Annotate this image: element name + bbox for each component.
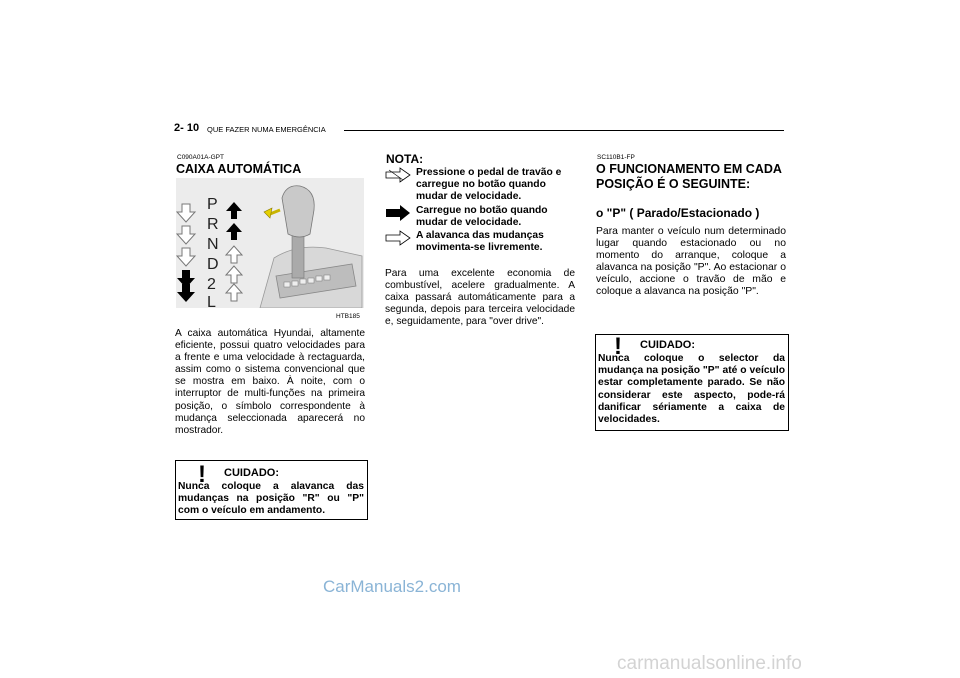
header-rule: [344, 130, 784, 131]
hollow-up-arrow-icon: [226, 246, 242, 301]
right-heading: O FUNCIONAMENTO EM CADA POSIÇÃO É O SEGUINTE:: [596, 162, 782, 191]
hollow-right-arrow-icon: [385, 230, 411, 246]
section-title: QUE FAZER NUMA EMERGÊNCIA: [207, 125, 326, 134]
caution-box-right: [595, 334, 789, 431]
left-section-code: C090A01A-GPT: [177, 154, 224, 161]
gear-letter: 2: [207, 276, 216, 293]
page-number: 2- 10: [174, 122, 200, 134]
gear-letter: R: [207, 216, 219, 233]
solid-arrow-icon: [177, 270, 195, 302]
watermark-carmanualsonline: carmanualsonline.info: [617, 653, 802, 674]
gear-letter: P: [207, 196, 218, 213]
left-heading: CAIXA AUTOMÁTICA: [176, 162, 302, 176]
caution-title: CUIDADO:: [640, 339, 695, 351]
right-body-text: Para manter o veículo num determinado lugar quando estacionado ou no momento do arranque, coloque a alavanca na posição "P". Ao estacionar o veículo, accione o travão de mão e coloque a alavanca na posição "P".: [596, 226, 786, 298]
warning-icon: !: [614, 333, 622, 360]
gear-shift-figure: [176, 178, 364, 308]
warning-icon: !: [198, 461, 206, 488]
gear-letter: D: [207, 256, 219, 273]
gear-shift-illustration: [176, 178, 364, 308]
caution-text: Nunca coloque a alavanca das mudanças na posição "R" ou "P" com o veículo em andamento.: [178, 481, 364, 517]
watermark-carmanuals2: CarManuals2.com: [323, 577, 461, 596]
hollow-arrow-icon: [177, 204, 195, 266]
gear-letter: N: [207, 236, 219, 253]
position-subheading: o "P" ( Parado/Estacionado ): [596, 206, 760, 220]
hollow-right-arrow-icon: [385, 167, 411, 183]
left-body-text: A caixa automática Hyundai, altamente eficiente, possui quatro velocidades para a frente e uma velocidade à rectaguarda, assim como o sistema convencional que se mostra em baixo. À noite, com o interruptor de multi-funções na primeira posição, o símbolo correspondente à mudança seleccionada aparecerá no mostrador.: [175, 328, 365, 436]
middle-body-text: Para uma excelente economia de combustível, acelere gradualmente. A caixa passará automáticamente para a segunda, depois para terceira velocidade e, seguidamente, para "over drive".: [385, 268, 575, 328]
caution-title: CUIDADO:: [224, 467, 279, 479]
right-section-code: SC110B1-FP: [597, 154, 635, 161]
gear-letter: L: [207, 294, 216, 308]
gear-letters: [207, 196, 219, 308]
caution-box-left: [175, 460, 368, 520]
figure-code: HTB185: [336, 313, 360, 320]
caution-text: Nunca coloque o selector da mudança na posição "P" até o veículo estar completamente parado. Se não considerar este aspecto, pode-rá danificar sériamente a caixa de velocidades.: [598, 353, 785, 426]
nota-title: NOTA:: [386, 152, 424, 166]
nota-item: Pressione o pedal de travão e carregue no botão quando mudar de velocidade.: [416, 167, 562, 203]
solid-right-arrow-icon: [385, 205, 411, 221]
solid-up-arrow-icon: [226, 202, 242, 240]
nota-item: Carregue no botão quando mudar de velocidade.: [416, 205, 548, 229]
nota-item: A alavanca das mudanças movimenta-se livremente.: [416, 230, 544, 254]
